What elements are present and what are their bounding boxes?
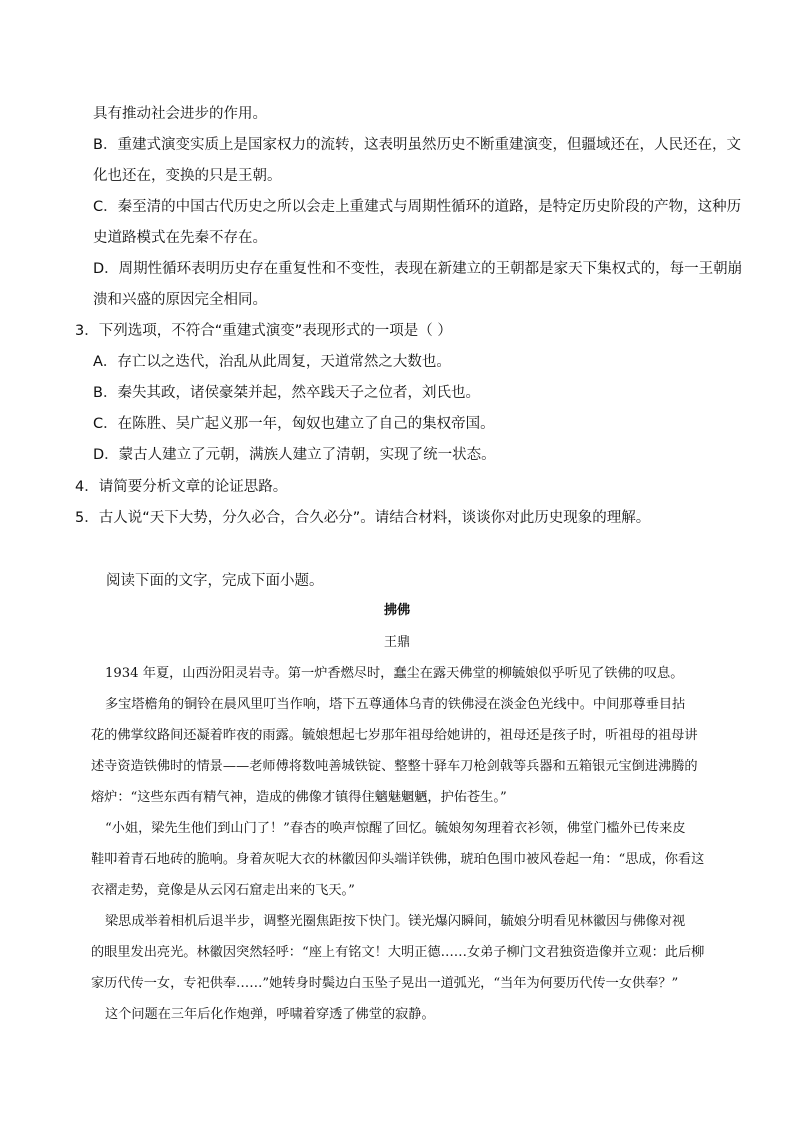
story-paragraph-3-line2: 鞋叩着青石地砖的脆响。身着灰呢大衣的林徽因仰头端详铁佛，琥珀色围巾被风卷起一角：“思成，你看这 [91,852,705,867]
story-paragraph-1: 1934 年夏，山西汾阳灵岩寺。第一炉香燃尽时，蠢尘在露天佛堂的柳毓娘似乎听见了铁佛的叹息。 [105,666,684,681]
story-title: 拂佛 [383,603,411,618]
story-paragraph-3-line3: 衣褶走势，竟像是从云冈石窟走出来的飞天。” [91,883,355,898]
option-3d: D．蒙古人建立了元朝，满族人建立了清朝，实现了统一状态。 [93,447,496,463]
story-paragraph-4-line1: 梁思成举着相机后退半步，调整光圈焦距按下快门。镁光爆闪瞬间，毓娘分明看见林徽因与佛像对视 [105,914,686,929]
option-2d-line1: D．周期性循环表明历史存在重复性和不变性，表现在新建立的王朝都是家天下集权式的，每一王朝崩 [93,261,743,277]
story-paragraph-2-line1: 多宝塔檐角的铜铃在晨风里叮当作响，塔下五尊通体乌青的铁佛浸在淡金色光线中。中间那尊垂目拈 [105,697,686,712]
question3-stem: 3．下列选项，不符合“重建式演变”表现形式的一项是（ ） [75,323,452,339]
story-paragraph-2-line2: 花的佛掌纹路间还凝着昨夜的雨露。毓娘想起七岁那年祖母给她讲的，祖母还是孩子时，听祖母的祖母讲 [91,728,698,743]
option-2c-line2: 史道路模式在先秦不存在。 [93,230,267,246]
option-3c: C．在陈胜、吴广起义那一年，匈奴也建立了自己的集权帝国。 [93,416,495,432]
story-paragraph-4-line3: 家历代传一女，专祀供奉……”她转身时鬓边白玉坠子晃出一道弧光，“当年为何要历代传一女供奉？” [91,976,679,991]
option-3a: A．存亡以之迭代，治乱从此周复，天道常然之大数也。 [93,354,451,370]
story-paragraph-2-line4: 熔炉：“这些东西有精气神，造成的佛像才镇得住魑魅魍魉，护佑苍生。” [91,790,507,805]
story-paragraph-4-line2: 的眼里发出亮光。林徽因突然轻呼：“座上有铭文！大明正德……女弟子柳门文君独资造像并立观：此后柳 [91,945,705,960]
option-2b-line2: 化也还在，变换的只是王朝。 [93,168,282,184]
option-2b-line1: B．重建式演变实质上是国家权力的流转，这表明虽然历史不断重建演变，但疆域还在，人民还在，文 [93,137,741,153]
story-paragraph-5: 这个问题在三年后化作炮弹，呼啸着穿透了佛堂的寂静。 [105,1007,435,1022]
question5: 5．古人说“天下大势，分久必合，合久必分”。请结合材料，谈谈你对此历史现象的理解。 [75,510,651,526]
option-2d-line2: 溃和兴盛的原因完全相同。 [93,292,267,308]
story-paragraph-3-line1: “小姐，梁先生他们到山门了！”春杏的唤声惊醒了回忆。毓娘匆匆理着衣衫领，佛堂门槛外已传来皮 [105,821,686,836]
option-2c-line1: C．秦至清的中国古代历史之所以会走上重建式与周期性循环的道路，是特定历史阶段的产物，这种历 [93,199,742,215]
question4: 4．请简要分析文章的论证思路。 [75,479,288,495]
reading-intro: 阅读下面的文字，完成下面小题。 [106,573,324,589]
story-author: 王鼎 [383,635,411,650]
option-3b: B．秦失其政，诸侯豪桀并起，然卒践天子之位者，刘氏也。 [93,385,480,401]
story-paragraph-2-line3: 述寺资造铁佛时的情景——老师傅将数吨善城铁锭、整整十驿车刀枪剑戟等兵器和五箱银元宝倒进沸腾的 [91,759,698,774]
question2-tail: 具有推动社会进步的作用。 [93,106,267,122]
